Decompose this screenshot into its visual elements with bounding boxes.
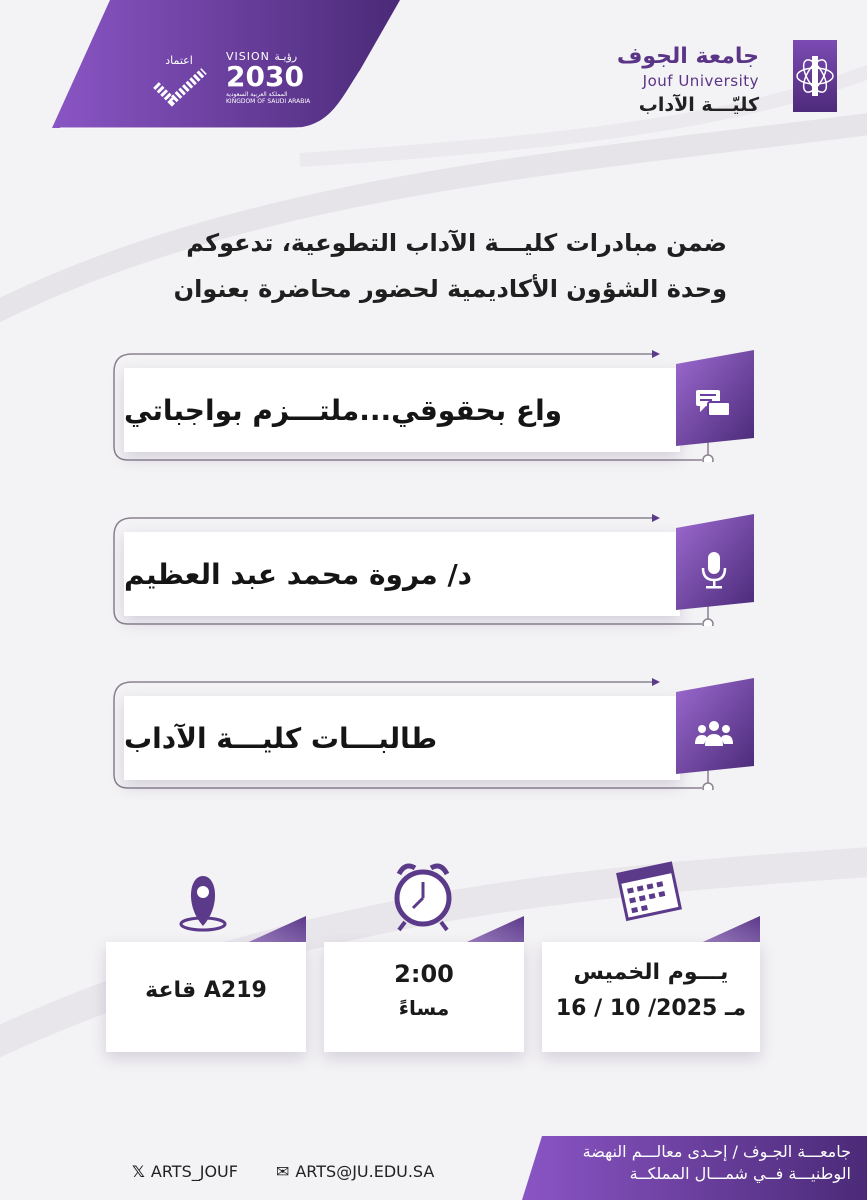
date-value: 16 / 10 /2025 مـ: [555, 996, 747, 1021]
vision-sub-en: KINGDOM OF SAUDI ARABIA: [226, 98, 311, 105]
time-value: 2:00: [394, 960, 454, 988]
etimad-logo: [148, 54, 210, 114]
envelope-icon: ✉: [275, 1162, 290, 1181]
lecture-title-card: [124, 368, 680, 452]
audience-row: [112, 678, 754, 790]
university-emblem-icon: [793, 40, 837, 112]
vision-title: VISION رؤيـة: [226, 50, 298, 63]
college-name: كليّـــة الآداب: [638, 94, 759, 116]
university-name-ar: جامعة الجوف: [616, 44, 759, 69]
email-address: ARTS@JU.EDU.SA: [295, 1162, 435, 1181]
email-link[interactable]: [276, 1162, 434, 1181]
speaker-name: د/ مروة محمد عبد العظيم: [124, 557, 473, 591]
intro-line-2: وحدة الشؤون الأكاديمية لحضور محاضرة بعنوان: [173, 275, 727, 303]
time-box: [324, 942, 524, 1052]
audience-text: طالبـــات كليـــة الآداب: [124, 721, 438, 755]
x-account[interactable]: [132, 1162, 238, 1181]
university-logo: [607, 40, 837, 120]
footer-tagline-line-2: الوطنيـــة فــي شمـــال المملكــة: [629, 1164, 851, 1183]
microphone-icon: [692, 548, 736, 592]
footer-tagline: [531, 1141, 851, 1185]
time-card: [324, 916, 524, 1052]
date-box: [542, 942, 760, 1052]
university-name-en: Jouf University: [642, 72, 759, 90]
place-box: [106, 942, 306, 1052]
lecture-title: واع بحقوقي...ملتـــزم بواجباتي: [124, 393, 563, 427]
date-day: يـــوم الخميس: [573, 960, 729, 985]
chat-icon: [692, 384, 736, 428]
checkmark-icon: [148, 67, 210, 107]
speaker-card: [124, 532, 680, 616]
vision-year: 2030: [226, 60, 304, 93]
intro-text: [107, 220, 727, 312]
speaker-row: [112, 514, 754, 626]
place-card: [106, 916, 306, 1052]
audience-card: [124, 696, 680, 780]
date-card: [542, 916, 760, 1052]
vision-2030-logo: [226, 50, 316, 110]
group-icon: [692, 712, 736, 756]
footer-tagline-line-1: جامعـــة الجـوف / إحـدى معالـــم النهضة: [582, 1142, 851, 1161]
time-period: مساءً: [398, 996, 450, 1020]
place-text: قاعة A219: [145, 978, 267, 1003]
lecture-title-row: [112, 350, 754, 462]
intro-line-1: ضمن مبادرات كليـــة الآداب التطوعية، تدعوكم: [186, 229, 727, 257]
etimad-label: اعتماد: [165, 54, 193, 67]
vision-sub-ar: المملكة العربية السعودية: [226, 91, 288, 98]
x-handle: ARTS_JOUF: [150, 1162, 238, 1181]
x-icon: 𝕏: [132, 1162, 145, 1181]
footer-contact: [132, 1162, 434, 1181]
